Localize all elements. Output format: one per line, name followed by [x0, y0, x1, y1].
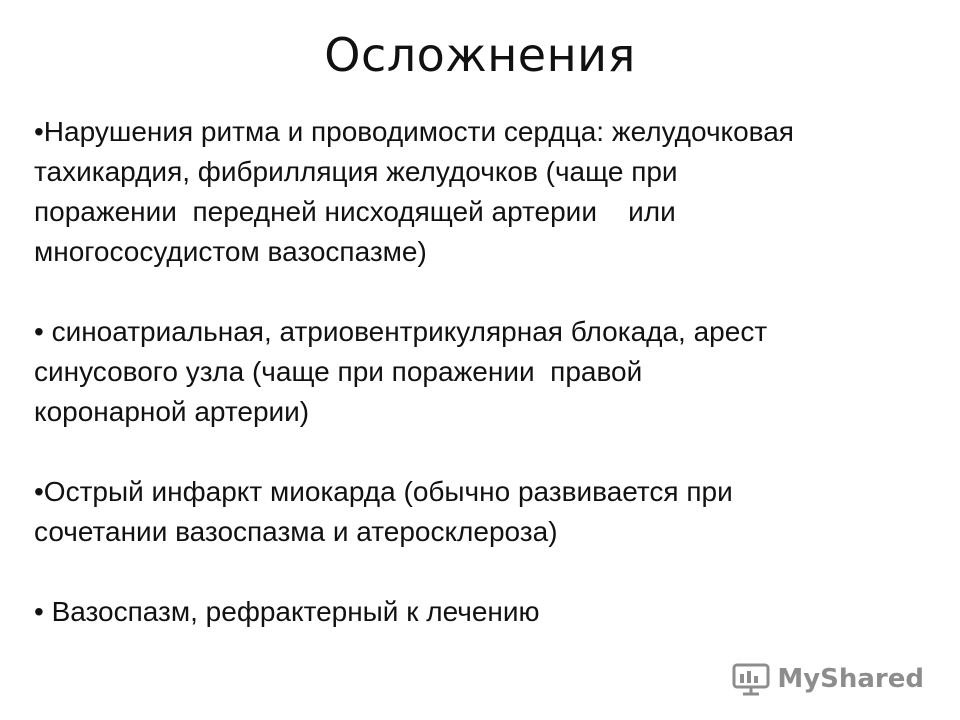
bullet-line: синусового узла (чаще при поражении правой	[34, 356, 643, 387]
bullet-item-blocks	[34, 312, 914, 432]
bullet-line: многососудистом вазоспазме)	[34, 236, 427, 267]
bullet-line: тахикардия, фибрилляция желудочков (чаще при	[34, 156, 678, 187]
slide-title: Осложнения	[324, 28, 636, 82]
presentation-screen-icon	[731, 662, 771, 696]
bullet-line: •Нарушения ритма и проводимости сердца: желудочковая	[34, 116, 794, 147]
mysharedwatermark	[731, 662, 924, 696]
bullet-line: • синоатриальная, атриовентрикулярная блокада, арест	[34, 316, 768, 347]
bullet-line: сочетании вазоспазма и атеросклероза)	[34, 516, 558, 547]
bullet-list	[34, 112, 914, 672]
bullet-item-arrhythmias	[34, 112, 914, 272]
bullet-item-infarction	[34, 472, 914, 552]
bullet-line: • Вазоспазм, рефрактерный к лечению	[34, 596, 540, 627]
watermark-text: MyShared	[777, 664, 924, 694]
bullet-line: поражении передней нисходящей артерии или	[34, 196, 676, 227]
bullet-item-refractory	[34, 592, 914, 632]
bullet-line: коронарной артерии)	[34, 396, 310, 427]
bullet-line: •Острый инфаркт миокарда (обычно развивается при	[34, 476, 733, 507]
